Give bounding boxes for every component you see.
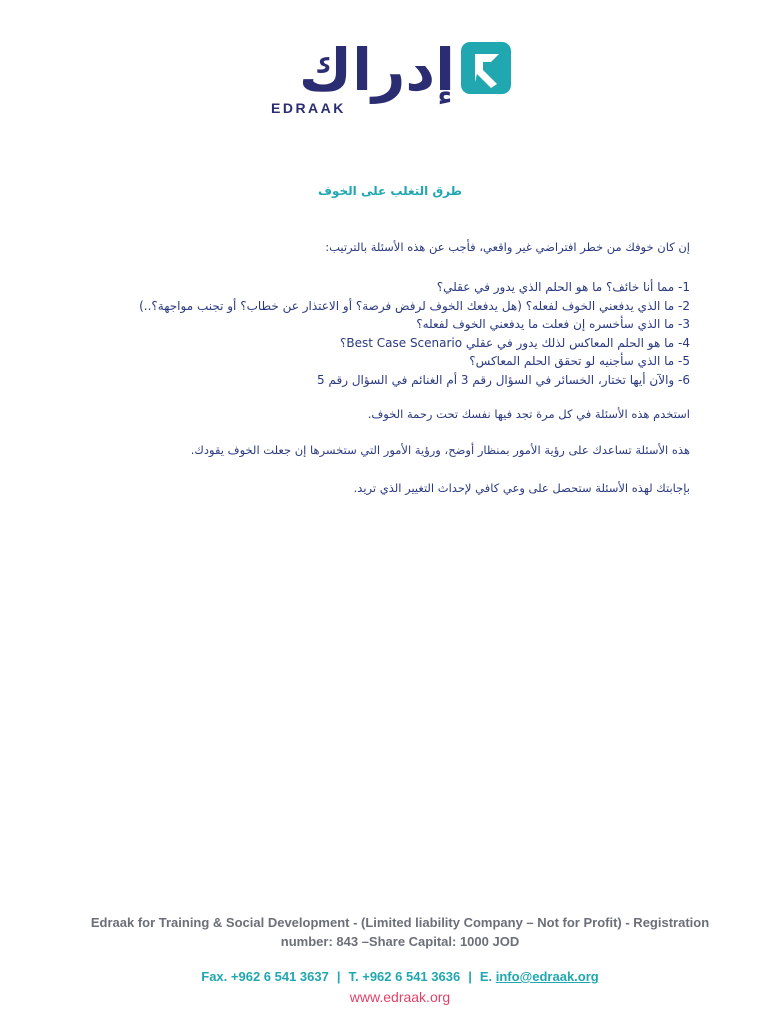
list-item: 5- ما الذي سأجنيه لو تحقق الحلم المعاكس؟: [469, 354, 690, 368]
list-item: 2- ما الذي يدفعني الخوف لفعله؟ (هل يدفعك الخوف لرفض فرصة؟ أو الاعتذار عن خطاب؟ أو تجنب مواجهة؟..): [139, 298, 690, 313]
logo-arabic-wordmark: إدراك: [298, 36, 455, 104]
website-link[interactable]: www.edraak.org: [349, 989, 451, 1005]
paragraph-benefit: هذه الأسئلة تساعدك على رؤية الأمور بمنظار أوضح، ورؤية الأمور التي ستخسرها إن جعلت الخوف يقودك.: [190, 443, 690, 457]
logo-latin-wordmark: EDRAAK: [271, 100, 346, 116]
questions-list: [90, 278, 690, 389]
phone-number: T. +962 6 541 3636: [348, 969, 461, 984]
list-item: 3- ما الذي سأخسره إن فعلت ما يدفعني الخوف لفعله؟: [416, 317, 690, 331]
footer-legal-text: [90, 913, 710, 951]
separator: |: [468, 969, 472, 984]
edraak-logo: [265, 38, 515, 118]
email-label: E.: [479, 969, 493, 984]
paragraph-conclusion: بإجابتك لهذه الأسئلة ستحصل على وعي كافي لإحداث التغيير الذي تريد.: [353, 481, 690, 495]
intro-paragraph: إن كان خوفك من خطر افتراضي غير واقعي، فأجب عن هذه الأسئلة بالترتيب:: [325, 240, 690, 254]
fax-number: Fax. +962 6 541 3637: [201, 969, 329, 984]
footer-legal-line: Edraak for Training & Social Development - (Limited liability Company – Not for Profit) - Registration: [90, 915, 710, 930]
list-item: 4- ما هو الحلم المعاكس لذلك يدور في عقلي Best Case Scenario؟: [340, 335, 690, 350]
logo-arrow-icon: [461, 42, 511, 94]
list-item: 6- والآن أيها تختار، الخسائر في السؤال رقم 3 أم الغنائم في السؤال رقم 5: [317, 372, 690, 387]
separator: |: [336, 969, 341, 984]
footer-contact: [90, 969, 710, 984]
paragraph-usage: استخدم هذه الأسئلة في كل مرة تجد فيها نفسك تحت رحمة الخوف.: [367, 407, 690, 421]
list-item: 1- مما أنا خائف؟ ما هو الحلم الذي يدور في عقلي؟: [436, 280, 690, 294]
footer-legal-line: number: 843 –Share Capital: 1000 JOD: [280, 934, 520, 949]
document-title: طرق التغلب على الخوف: [318, 184, 462, 198]
email-link[interactable]: info@edraak.org: [495, 969, 599, 984]
